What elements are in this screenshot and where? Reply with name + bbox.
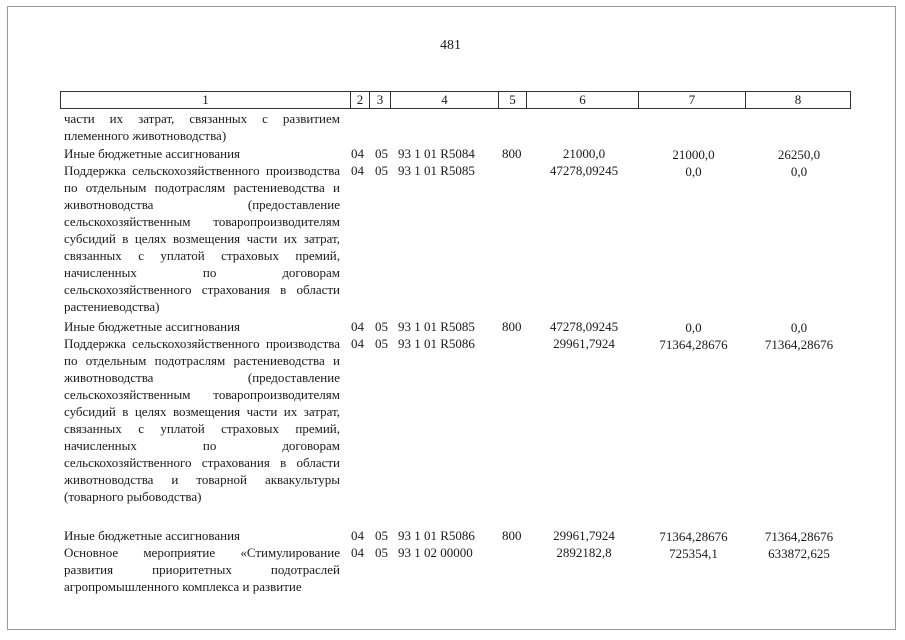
row-6-col-3: 05 <box>375 545 388 560</box>
row-1-col-7: 21000,0 <box>672 147 715 162</box>
row-5-col-3: 05 <box>375 528 388 543</box>
row-5-col-8: 71364,28676 <box>764 529 834 544</box>
row-4-col-3: 05 <box>375 336 388 351</box>
page-number: 481 <box>440 38 461 53</box>
table-header <box>60 91 851 109</box>
row-1-col-4: 93 1 01 R5084 <box>398 146 475 161</box>
row-4-col-8: 71364,28676 <box>764 337 834 352</box>
row-1-col-8: 26250,0 <box>777 147 821 162</box>
row-2-description: Поддержка сельскохозяйственного производства по отдельным подотраслям растениеводства и животноводства (предоставление сельскохозяйственным товаропроизводителям субсидий в целях возмещения части их затрат, связанных с уплатой страховых премий, начисленных по договорам сельскохозяйственного страхования в области растениеводства) <box>64 163 340 314</box>
row-6-col-2: 04 <box>351 545 364 560</box>
header-col-2: 2 <box>351 92 370 108</box>
row-2-col-4: 93 1 01 R5085 <box>398 163 475 178</box>
row-2-col-6: 47278,09245 <box>549 163 619 178</box>
row-1-col-6: 21000,0 <box>562 146 606 161</box>
row-6-col-8: 633872,625 <box>768 546 830 561</box>
row-0-description: части их затрат, связанных с развитием племенного животноводства) <box>64 111 340 143</box>
row-3-col-2: 04 <box>351 319 364 334</box>
row-3-col-3: 05 <box>375 319 388 334</box>
row-3-col-7: 0,0 <box>685 320 702 335</box>
row-1-description: Иные бюджетные ассигнования <box>64 146 241 161</box>
row-5-col-5: 800 <box>502 528 522 543</box>
header-col-7: 7 <box>639 92 746 108</box>
row-1-col-5: 800 <box>502 146 522 161</box>
header-col-8: 8 <box>794 92 802 107</box>
row-6-col-6: 2892182,8 <box>556 545 612 560</box>
row-3-col-5: 800 <box>502 319 522 334</box>
row-4-description: Поддержка сельскохозяйственного производства по отдельным подотраслям растениеводства и животноводства (предоставление сельскохозяйственным товаропроизводителям субсидий в целях возмещения части их затрат, связанных с уплатой страховых премий, начисленных по договорам сельскохозяйственного страхования в области животноводства и товарной аквакультуры (товарного рыбоводства) <box>64 336 340 504</box>
row-5-description: Иные бюджетные ассигнования <box>64 528 241 543</box>
row-4-col-4: 93 1 01 R5086 <box>398 336 475 351</box>
header-col-4: 4 <box>391 92 499 108</box>
row-6-col-7: 725354,1 <box>669 546 718 561</box>
row-6-description: Основное мероприятие «Стимулирование развития приоритетных подотраслей агропромышленного комплекса и развитие <box>64 545 340 594</box>
row-5-col-7: 71364,28676 <box>659 529 728 544</box>
row-1-col-2: 04 <box>351 146 364 161</box>
row-4-col-7: 71364,28676 <box>659 337 728 352</box>
row-2-col-2: 04 <box>351 163 364 178</box>
row-2-col-3: 05 <box>375 163 388 178</box>
row-2-col-7: 0,0 <box>685 164 702 179</box>
row-4-col-2: 04 <box>351 336 364 351</box>
row-3-col-6: 47278,09245 <box>549 319 619 334</box>
row-5-col-2: 04 <box>351 528 364 543</box>
row-3-col-8: 0,0 <box>790 320 808 335</box>
row-4-col-6: 29961,7924 <box>553 336 615 351</box>
header-col-5: 5 <box>499 92 527 108</box>
header-col-1: 1 <box>61 92 351 108</box>
header-col-6: 6 <box>527 92 639 108</box>
row-3-col-4: 93 1 01 R5085 <box>398 319 475 334</box>
row-5-col-4: 93 1 01 R5086 <box>398 528 475 543</box>
row-1-col-3: 05 <box>375 146 388 161</box>
header-col-3: 3 <box>370 92 391 108</box>
row-2-col-8: 0,0 <box>790 164 808 179</box>
row-5-col-6: 29961,7924 <box>553 528 615 543</box>
row-6-col-4: 93 1 02 00000 <box>398 545 473 560</box>
row-3-description: Иные бюджетные ассигнования <box>64 319 241 334</box>
